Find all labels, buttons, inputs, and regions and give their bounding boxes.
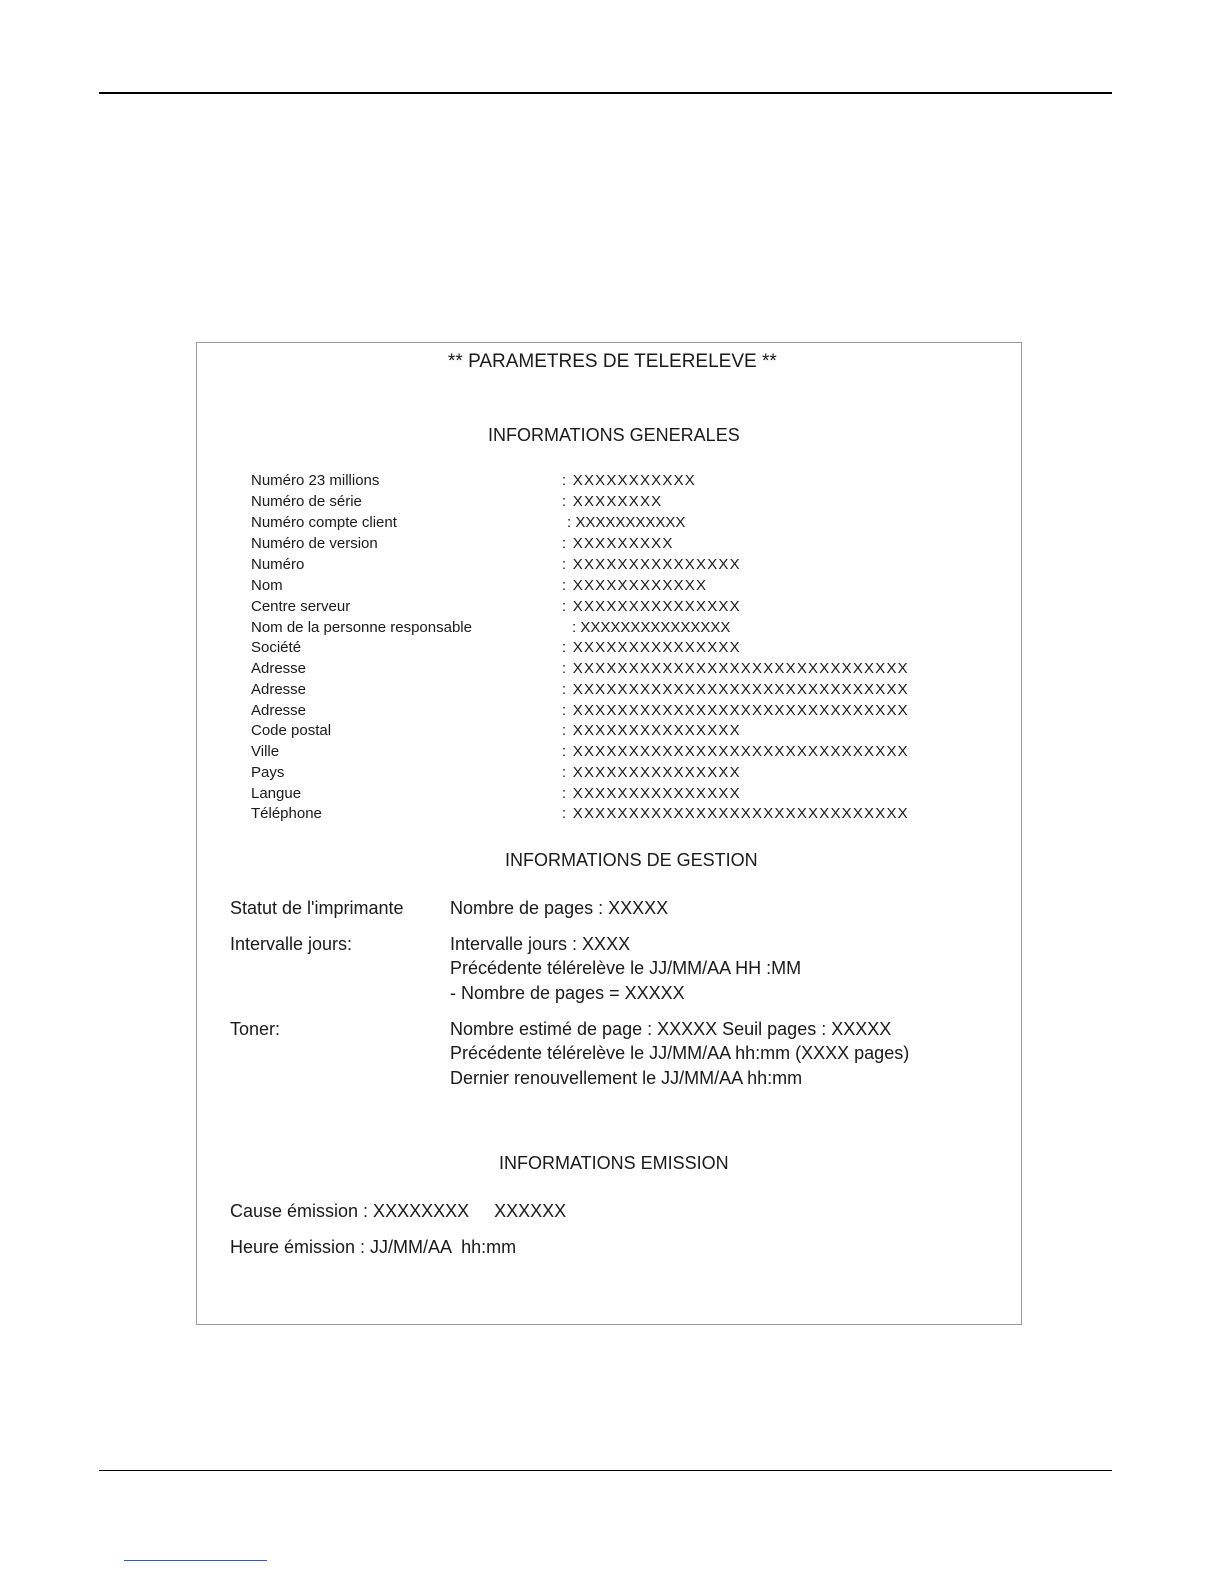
footer-link-underline <box>124 1560 267 1561</box>
footer-rule <box>99 1470 1112 1471</box>
general-row-value: : XXXXXXXX <box>562 493 663 510</box>
printer-status-label: Statut de l'imprimante <box>230 898 404 918</box>
general-row-label: Nom de la personne responsable <box>251 619 472 636</box>
interval-line: Intervalle jours : XXXX <box>450 934 631 954</box>
report-frame <box>196 342 1022 1325</box>
general-row-value: : XXXXXXXXXXXX <box>562 577 708 594</box>
general-section-heading: INFORMATIONS GENERALES <box>488 425 740 445</box>
toner-label: Toner: <box>230 1019 281 1039</box>
general-row-label: Numéro de version <box>251 535 378 552</box>
general-row-value: : XXXXXXXXXXXXXXX <box>562 639 741 656</box>
general-row-label: Code postal <box>251 722 332 739</box>
general-row-value: : XXXXXXXXXXXXXXX <box>562 556 741 573</box>
header-rule <box>99 92 1112 94</box>
general-row-label: Pays <box>251 764 285 781</box>
interval-line: Précédente télérelève le JJ/MM/AA HH :MM <box>450 958 802 978</box>
general-row-label: Adresse <box>251 681 307 698</box>
emission-cause: Cause émission : XXXXXXXX XXXXXX <box>230 1201 567 1221</box>
general-row-label: Centre serveur <box>251 598 351 615</box>
general-row-value: : XXXXXXXXXXXXXXX <box>562 598 741 615</box>
toner-line: Précédente télérelève le JJ/MM/AA hh:mm (XXXX pages) <box>450 1043 910 1063</box>
report-title: ** PARAMETRES DE TELERELEVE ** <box>448 351 777 372</box>
toner-line: Nombre estimé de page : XXXXX Seuil pages : XXXXX <box>450 1019 892 1039</box>
general-row-value: : XXXXXXXXXXXXXXXXXXXXXXXXXXXXXX <box>562 702 909 719</box>
general-row-label: Société <box>251 639 302 656</box>
general-row-value: : XXXXXXXXXXX <box>567 514 686 531</box>
emission-section-heading: INFORMATIONS EMISSION <box>499 1153 729 1173</box>
management-section-heading: INFORMATIONS DE GESTION <box>505 850 758 870</box>
general-row-value: : XXXXXXXXXXXXXXXXXXXXXXXXXXXXXX <box>562 660 909 677</box>
general-row-value: : XXXXXXXXXXX <box>562 472 696 489</box>
toner-line: Dernier renouvellement le JJ/MM/AA hh:mm <box>450 1068 803 1088</box>
general-row-value: : XXXXXXXXX <box>562 535 674 552</box>
general-row-label: Langue <box>251 785 302 802</box>
general-row-value: : XXXXXXXXXXXXXXX <box>562 722 741 739</box>
general-row-label: Téléphone <box>251 805 322 822</box>
general-row-value: : XXXXXXXXXXXXXXXXXXXXXXXXXXXXXX <box>562 681 909 698</box>
general-row-value: : XXXXXXXXXXXXXXX <box>572 619 731 636</box>
interval-line: - Nombre de pages = XXXXX <box>450 983 685 1003</box>
emission-time: Heure émission : JJ/MM/AA hh:mm <box>230 1237 517 1257</box>
interval-label: Intervalle jours: <box>230 934 353 954</box>
general-row-label: Ville <box>251 743 280 760</box>
general-row-label: Numéro de série <box>251 493 362 510</box>
general-row-value: : XXXXXXXXXXXXXXX <box>562 785 741 802</box>
general-row-label: Numéro compte client <box>251 514 397 531</box>
general-row-label: Numéro 23 millions <box>251 472 380 489</box>
general-row-label: Adresse <box>251 660 307 677</box>
general-row-value: : XXXXXXXXXXXXXXXXXXXXXXXXXXXXXX <box>562 805 909 822</box>
printer-status-value: Nombre de pages : XXXXX <box>450 898 669 918</box>
general-row-label: Nom <box>251 577 283 594</box>
general-row-label: Numéro <box>251 556 305 573</box>
general-row-label: Adresse <box>251 702 307 719</box>
general-row-value: : XXXXXXXXXXXXXXXXXXXXXXXXXXXXXX <box>562 743 909 760</box>
general-row-value: : XXXXXXXXXXXXXXX <box>562 764 741 781</box>
